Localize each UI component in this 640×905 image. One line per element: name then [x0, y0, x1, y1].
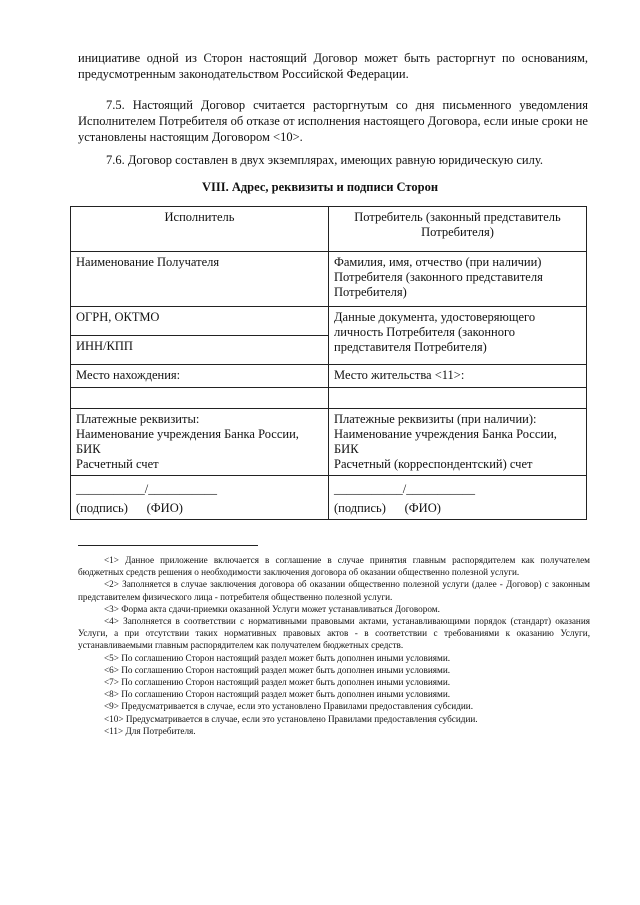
identity-document-cell: Данные документа, удостоверяющего личность Потребителя (законного представителя Потребителя)	[329, 307, 587, 365]
consumer-fullname-cell: Фамилия, имя, отчество (при наличии) Потребителя (законного представителя Потребителя)	[329, 252, 587, 307]
signature-labels: (подпись) (ФИО)	[76, 501, 183, 515]
requisites-table	[70, 206, 587, 520]
footnote-item: <4> Заполняется в соответствии с нормативными правовыми актами, устанавливающими порядок (стандарт) оказания Услуги, а при отсутствии таких нормативных правовых актов - в соответствии с требованиями к оказанию Услуги, устанавливаемыми главным распорядителем как получателем бюджетных средств.	[78, 616, 590, 651]
footnote-item: <2> Заполняется в случае заключения договора об оказании общественно полезной услуги (далее - Договор) с законным представителем физического лица - потребителя общественно полезной услуги.	[78, 579, 590, 602]
table-row	[71, 476, 587, 520]
signature-consumer	[329, 476, 587, 520]
signature-line: ___________/___________	[334, 482, 475, 496]
location-cell: Место нахождения:	[71, 365, 329, 388]
table-row	[71, 388, 587, 409]
footnote-separator	[78, 545, 258, 546]
empty-cell-left	[71, 388, 329, 409]
footnote-item: <6> По соглашению Сторон настоящий раздел может быть дополнен иными условиями.	[104, 664, 451, 675]
footnote-item: <5> По соглашению Сторон настоящий раздел может быть дополнен иными условиями.	[104, 652, 451, 663]
account-label: Расчетный счет	[76, 457, 159, 471]
header-consumer: Потребитель (законный представитель Потребителя)	[329, 207, 587, 252]
table-row	[71, 365, 587, 388]
footnote-item: <3> Форма акта сдачи-приемки оказанной Услуги может устанавливаться Договором.	[104, 603, 440, 614]
bank-details-consumer	[329, 409, 587, 476]
table-row	[71, 307, 587, 336]
empty-cell-right	[329, 388, 587, 409]
bank-details-label: Платежные реквизиты:	[76, 412, 200, 426]
footnote-item: <10> Предусматривается в случае, если это установлено Правилами предоставления субсидии.	[104, 713, 478, 724]
footnote-item: <9> Предусматривается в случае, если это установлено Правилами предоставления субсидии.	[104, 701, 473, 712]
signature-line: ___________/___________	[76, 482, 217, 496]
header-executor: Исполнитель	[71, 207, 329, 252]
bank-name-bik-label: Наименование учреждения Банка России, БИК	[334, 427, 557, 456]
signature-executor	[71, 476, 329, 520]
footnote-item: <8> По соглашению Сторон настоящий раздел может быть дополнен иными условиями.	[104, 689, 451, 700]
footnote-item: <11> Для Потребителя.	[104, 725, 196, 736]
paragraph-7-5: 7.5. Настоящий Договор считается расторгнутым со дня письменного уведомления Исполнителем Потребителя об отказе от исполнения настоящего Договора, если иные сроки не установлены настоящим Договором <10>.	[78, 98, 588, 144]
paragraph-7-6: 7.6. Договор составлен в двух экземплярах, имеющих равную юридическую силу.	[106, 153, 543, 167]
footnotes-list	[78, 554, 590, 737]
table-header-row	[71, 207, 587, 252]
footnote-item: <1> Данное приложение включается в соглашение в случае принятия главным распорядителем как получателем бюджетных средств решения о необходимости заключения договора об оказании общественно полезной услуги.	[78, 555, 590, 578]
paragraph-7-4-continuation: инициативе одной из Сторон настоящий Договор может быть расторгнут по основаниям, предусмотренным законодательством Российской Федерации.	[78, 51, 588, 81]
bank-details-label: Платежные реквизиты (при наличии):	[334, 412, 537, 426]
bank-name-bik-label: Наименование учреждения Банка России, БИК	[76, 427, 299, 456]
residence-cell: Место жительства <11>:	[329, 365, 587, 388]
section-title: VIII. Адрес, реквизиты и подписи Сторон	[201, 180, 439, 194]
footnote-item: <7> По соглашению Сторон настоящий раздел может быть дополнен иными условиями.	[104, 677, 451, 688]
ogrn-oktmo-cell: ОГРН, ОКТМО	[71, 307, 329, 336]
inn-kpp-cell: ИНН/КПП	[71, 336, 329, 365]
signature-labels: (подпись) (ФИО)	[334, 501, 441, 515]
bank-details-executor	[71, 409, 329, 476]
recipient-name-cell: Наименование Получателя	[71, 252, 329, 307]
table-row	[71, 252, 587, 307]
table-row	[71, 409, 587, 476]
account-label: Расчетный (корреспондентский) счет	[334, 457, 533, 471]
